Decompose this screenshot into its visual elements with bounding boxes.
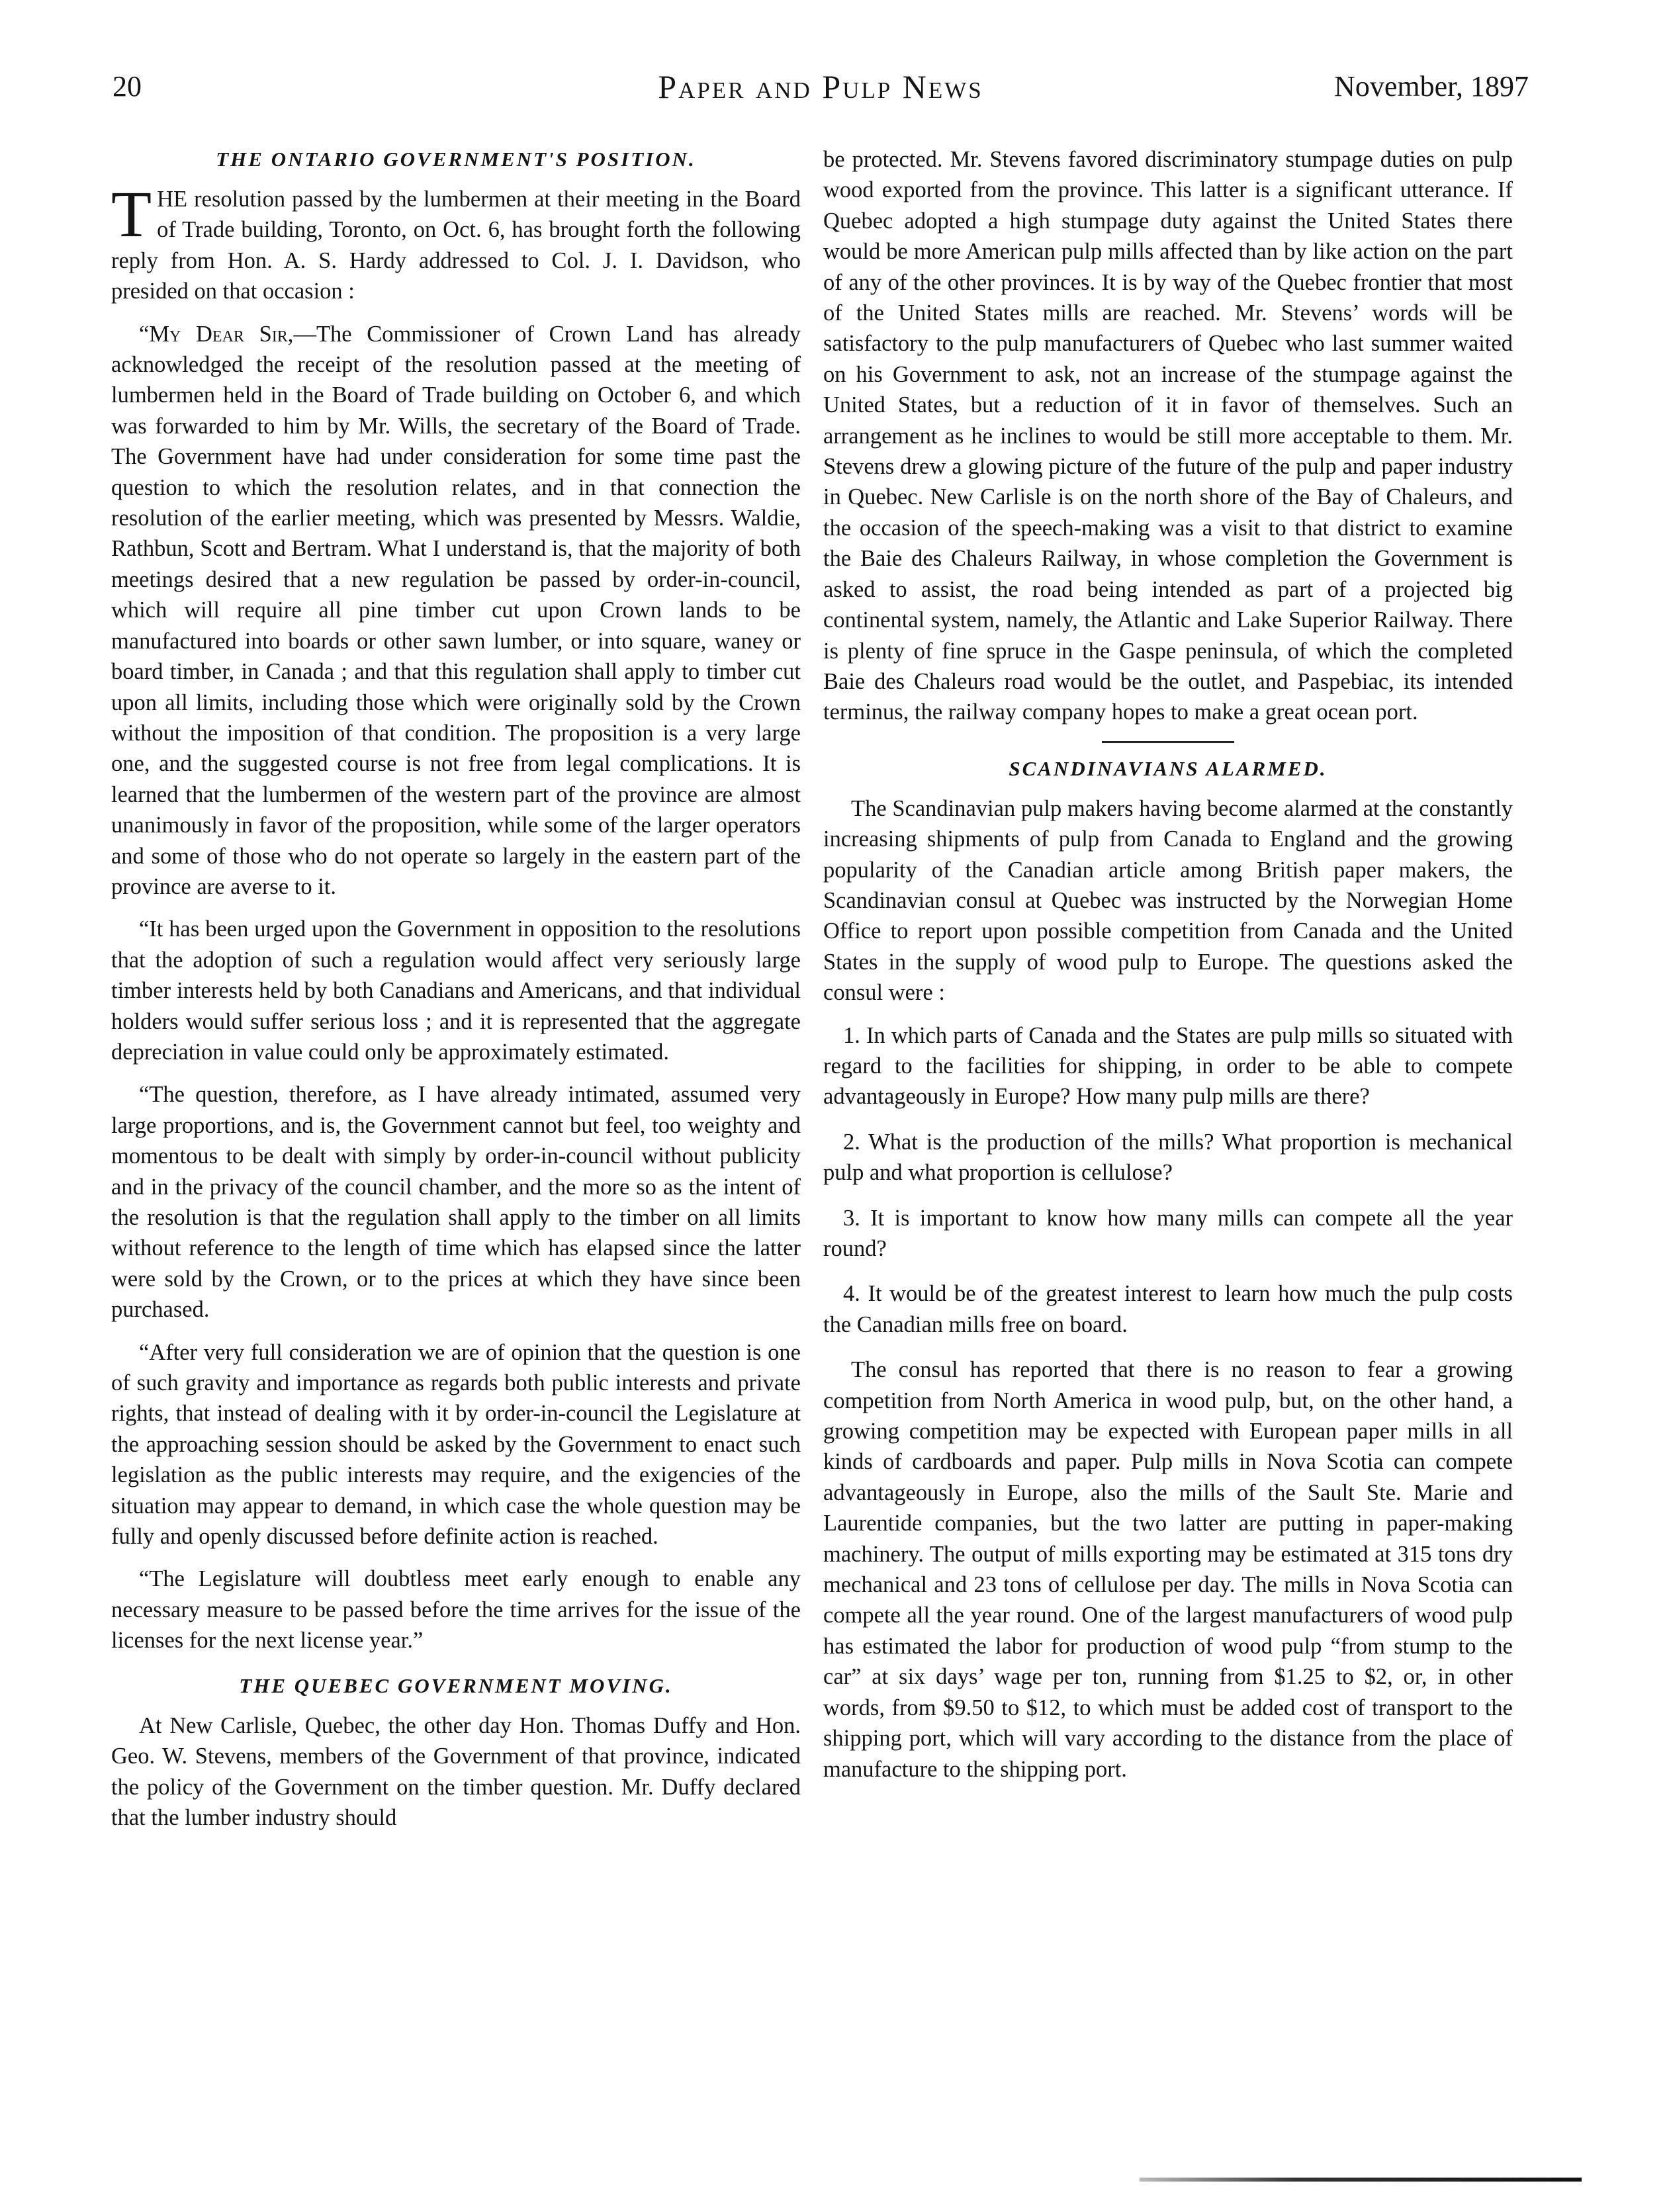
letter-salutation: “My Dear Sir,	[139, 321, 294, 347]
consul-report-paragraph: The consul has reported that there is no reason to fear a growing competition from North America in wood pulp, but, on the other hand, a growing competition may be expected with European paper mills in all kinds of cardboards and paper. Pulp mills in Nova Scotia can compete advantageously in Europe, also the mills of the Sault Ste. Marie and Laurentide companies, but the two latter are putting in paper-making machinery. The output of mills exporting may be estimated at 315 tons dry mechanical and 23 tons of cellulose per day. The mills in Nova Scotia can compete all the year round. One of the largest manufacturers of wood pulp has estimated the labor for production of wood pulp “from stump to the car” at six days’ wage per ton, running from $1.25 to $2, or, in other words, from $9.50 to $12, to which must be added cost of transport to the shipping port, which will vary according to the distance from the place of manufacture to the shipping port.	[823, 1357, 1513, 1782]
letter-paragraph-1-text: —The Commissioner of Crown Land has already acknowledged the receipt of the resolution passed at the meeting of lumbermen held in the Board of Trade building on October 6, and which was forwarded to him by Mr. Wills, the secretary of the Board of Trade. The Government have had under consideration for some time past the question to which the resolution relates, and in that connection the resolution of the earlier meeting, which was presented by Messrs. Waldie, Rathbun, Scott and Bertram. What I understand is, that the majority of both meetings desired that a new regulation be passed by order-in-council, which will require all pine timber cut upon Crown lands to be manufactured into boards or other sawn lumber, or into square, waney or board timber, in Canada ; and that this regulation shall apply to timber cut upon all limits, including those which were originally sold by the Crown without the imposition of that condition. The proposition is a very large one, and the suggested course is not free from legal complications. It is learned that the lumbermen of the western part of the province are almost unanimously in favor of the proposition, while some of the larger operators and some of those who do not operate so largely in the eastern part of the province are averse to it.	[111, 321, 801, 899]
ontario-intro-paragraph	[111, 177, 801, 307]
section-divider	[1102, 741, 1234, 743]
ontario-intro-text: HE resolution passed by the lumbermen at their meeting in the Board of Trade building, Toronto, on Oct. 6, has brought forth the following reply from Hon. A. S. Hardy addressed to Col. J. I. Davidson, who presided on that occasion :	[111, 187, 801, 304]
issue-date: November, 1897	[1334, 70, 1529, 103]
heading-quebec-government: THE QUEBEC GOVERNMENT MOVING.	[239, 1673, 673, 1697]
quebec-paragraph-continued: be protected. Mr. Stevens favored discriminatory stumpage duties on pulp wood exported from the province. This latter is a significant utterance. If Quebec adopted a high stumpage duty against the United States there would be more American pulp mills affected than by like action on the part of any of the other provinces. It is by way of the Quebec frontier that most of the United States mills are reached. Mr. Stevens’ words will be satisfactory to the pulp manufacturers of Quebec who last summer waited on his Government to ask, not an increase of the stumpage against the United States, but a reduction of it in favor of themselves. Such an arrangement as he inclines to would be still more acceptable to them. Mr. Stevens drew a glowing picture of the future of the pulp and paper industry in Quebec. New Carlisle is on the north shore of the Bay of Chaleurs, and the occasion of the speech-making was a visit to that district to examine the Baie des Chaleurs Railway, in whose completion the Government is asked to assist, the road being intended as part of a projected big continental system, namely, the Atlantic and Lake Superior Railway. There is plenty of fine spruce in the Gaspe peninsula, of which the completed Baie des Chaleurs road would be the outlet, and Paspebiac, its intended terminus, the railway company hopes to make a great ocean port.	[823, 147, 1513, 725]
running-head	[112, 64, 1529, 110]
question-item: 2. What is the production of the mills? What proportion is mechanical pulp and what proportion is cellulose?	[823, 1129, 1513, 1186]
letter-paragraph-5: “The Legislature will doubtless meet early enough to enable any necessary measure to be passed before the time arrives for the issue of the licenses for the next license year.”	[111, 1566, 801, 1654]
left-column	[111, 144, 801, 1845]
right-column	[823, 144, 1513, 1796]
scandinavians-paragraph: The Scandinavian pulp makers having become alarmed at the constantly increasing shipments of pulp from Canada to England and the growing popularity of the Canadian article among British paper makers, the Scandinavian consul at Quebec was instructed by the Norwegian Home Office to report upon possible competition from Canada and the United States in the supply of wood pulp to Europe. The questions asked the consul were :	[823, 795, 1513, 1006]
question-item: 4. It would be of the greatest interest to learn how much the pulp costs the Canadian mills free on board.	[823, 1281, 1513, 1337]
journal-title: Paper and Pulp News	[658, 68, 983, 105]
question-item: 3. It is important to know how many mills can compete all the year round?	[823, 1205, 1513, 1261]
heading-scandinavians: SCANDINAVIANS ALARMED.	[1009, 756, 1328, 780]
drop-cap: T	[111, 177, 152, 251]
question-item: 1. In which parts of Canada and the States are pulp mills so situated with regard to the facilities for shipping, in order to be able to compete advantageously in Europe? How many pulp mills are there?	[823, 1022, 1513, 1110]
letter-paragraph-3: “The question, therefore, as I have already intimated, assumed very large proportions, and is, the Government cannot but feel, too weighty and momentous to be dealt with simply by order-in-council without publicity and in the privacy of the council chamber, and the more so as the intent of the resolution is that the regulation shall apply to the timber on all limits without reference to the length of time which has elapsed since the latter were sold by the Crown, or to the prices at which they have since been purchased.	[111, 1082, 801, 1323]
heading-ontario-government: THE ONTARIO GOVERNMENT'S POSITION.	[216, 148, 696, 171]
quebec-paragraph: At New Carlisle, Quebec, the other day Hon. Thomas Duffy and Hon. Geo. W. Stevens, members of the Government of that province, indicated the policy of the Government on the timber question. Mr. Duffy declared that the lumber industry should	[111, 1712, 801, 1830]
letter-paragraph-1	[111, 319, 801, 903]
letter-paragraph-2: “It has been urged upon the Government in opposition to the resolutions that the adoption of such a regulation would affect very seriously large timber interests held by both Canadians and Americans, and that individual holders would suffer serious loss ; and it is represented that the aggregate depreciation in value could only be approximately estimated.	[111, 916, 801, 1065]
footer-rule	[1140, 2178, 1582, 2182]
letter-paragraph-4: “After very full consideration we are of opinion that the question is one of such gravity and importance as regards both public interests and private rights, that instead of dealing with it by order-in-council the Legislature at the approaching session should be asked by the Government to enact such legislation as the public interests may require, and the exigencies of the situation may appear to demand, in which case the whole question may be fully and openly discussed before definite action is reached.	[111, 1339, 801, 1550]
page-number: 20	[112, 70, 142, 103]
